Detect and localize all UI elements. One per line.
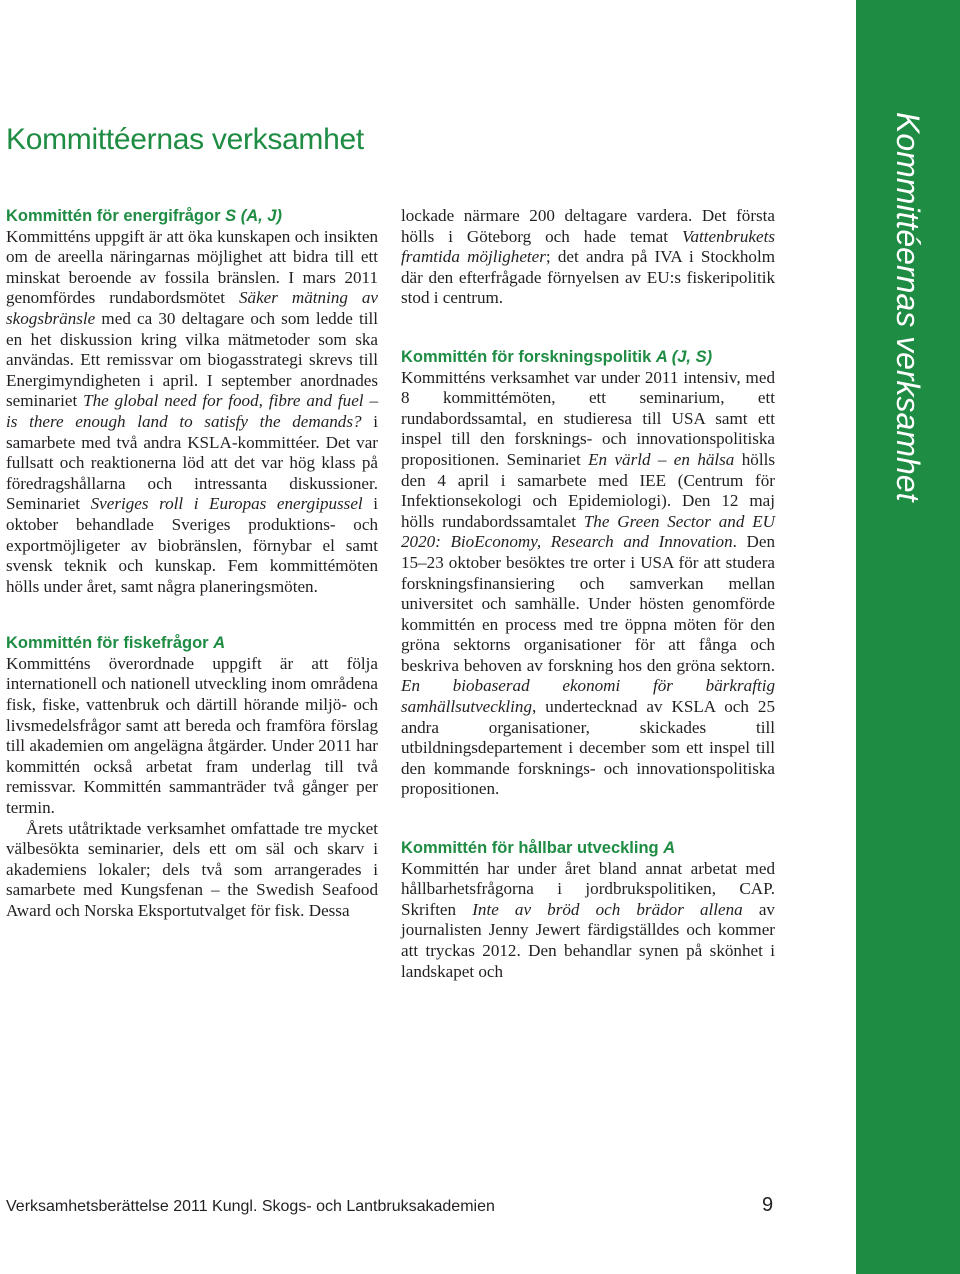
heading-energifragor — [6, 206, 378, 227]
paragraph-fiskefragor-3 — [401, 206, 775, 309]
paragraph-energifragor — [6, 227, 378, 598]
text-fisk-3b: ; det andra på IVA i Stockholm där den efterfrågade förnyelsen av EU:s fiskeripolitik stod i centrum. — [401, 247, 775, 308]
heading-fiskefragor-main: Kommittén för fiskefrågor — [6, 634, 214, 653]
right-column — [401, 206, 775, 982]
side-band — [856, 0, 960, 1274]
text-forsk-d: , undertecknad av KSLA och 25 andra organisationer, skickades till utbildningsdepartement i december som ett inspel till den kommande forsknings- och innovationspolitiska propositionen. — [401, 697, 775, 799]
page-number: 9 — [762, 1194, 774, 1216]
footer-text: Verksamhetsberättelse 2011 Kungl. Skogs- och Lantbruksakademien — [6, 1198, 495, 1215]
heading-hallbar-utveckling — [401, 838, 775, 859]
paragraph-fiskefragor-2: Årets utåtriktade verksamhet omfattade tre mycket välbesökta seminarier, dels ett om säl och skarv i akademiens lokaler; dels två som arrangerades i samarbete med Kungsfenan – the Swedish Seafood Award och Norska Eksportutvalget för fisk. Dessa — [6, 818, 378, 920]
text-energi-3: i samarbete med två andra KSLA-kommittéer. Det var fullsatt och reaktionerna löd att det var hög klass på föredragshållarna och intressanta diskussioner. Seminariet — [6, 411, 378, 514]
heading-fiskefragor — [6, 633, 378, 654]
title-sveriges-roll: Sveriges roll i Europas energipussel — [90, 494, 363, 514]
heading-fiskefragor-tag: A — [213, 634, 226, 653]
text-forsk-a: Kommitténs verksamhet var under 2011 intensiv, med 8 kommittémöten, ett seminarium, ett rundabordssamtal, en studieresa till USA samt ett inspel till den forsknings- och innovationspolitiska propositionen. Seminariet — [401, 367, 775, 469]
page-title: Kommittéernas verksamhet — [6, 123, 364, 156]
title-vattenbrukets: Vattenbrukets framtida möjligheter — [401, 226, 775, 267]
title-inte-av-brod: Inte av bröd och brädor allena — [472, 899, 743, 919]
heading-forskningspolitik — [401, 347, 775, 368]
paragraph-fiskefragor-1: Kommitténs överordnade uppgift är att följa internationell och nationell utveckling inom områdena fisk, fiske, vattenbruk och därtill hörande miljö- och livsmedelsfrågor samt att bereda och framföra förslag till akademien om angelägna åtgärder. Under 2011 har kommittén också arbetat fram underlag till två remissvar. Kommittén sammanträder två gånger per termin. — [6, 653, 378, 818]
text-forsk-c: . Den 15–23 oktober besöktes tre orter i USA för att studera forskningsfinansiering och samverkan mellan universitet och samhälle. Under hösten genomförde kommittén en process med tre öppna möten för den gröna sektorns organisationer för att fånga och beskriva behoven av forskning hos den gröna sektorn. — [401, 532, 775, 675]
spacer — [401, 309, 775, 347]
paragraph-forskningspolitik — [401, 368, 775, 800]
heading-hallbar-tag: A — [663, 839, 676, 858]
title-saker-matning: Säker mätning av skogsbränsle — [6, 288, 378, 328]
heading-energifragor-main: Kommittén för energifrågor — [6, 207, 226, 225]
title-global-need: The global need for food, fibre and fuel – is there enough land to satisfy the demands? — [6, 391, 378, 431]
left-column — [6, 206, 378, 922]
spacer — [6, 597, 378, 633]
heading-forskningspolitik-main: Kommittén för forskningspolitik — [401, 347, 656, 366]
text-fisk-3a: lockade närmare 200 deltagare vardera. Det första hölls i Göteborg och hade temat — [401, 206, 775, 246]
heading-forskningspolitik-tag: A (J, S) — [655, 347, 713, 366]
text-energi-4: i oktober behandlade Sveriges produktions- och exportmöjligeter av biobränslen, förnybar el samt svensk teknik och kunskap. Fem kommittémöten hölls under året, samt några planeringsmöten. — [6, 494, 379, 596]
title-biobaserad-ekonomi: En biobaserad ekonomi för bärkraftig samhällsutveckling — [401, 676, 775, 717]
text-energi-2: med ca 30 deltagare och som ledde till en het diskussion kring vilka mätmetoder som ska användas. Ett remissvar om biogasstrategi skrevs till Energimyndigheten i april. I september anordnades seminariet — [6, 308, 378, 411]
spacer — [401, 800, 775, 838]
side-title: Kommittéernas verksamhet — [890, 112, 926, 502]
title-en-varld: En värld – en hälsa — [588, 449, 735, 469]
heading-hallbar-main: Kommittén för hållbar utveckling — [401, 839, 664, 858]
paragraph-hallbar-utveckling — [401, 859, 775, 983]
text-forsk-b: hölls den 4 april i samarbete med IEE (Centrum för Infektionsekologi och Epidemiologi). Den 12 maj hölls rundabordssamtalet — [401, 449, 775, 531]
text-energi-1: Kommitténs uppgift är att öka kunskapen och insikten om de areella näringarnas möjlighet att bidra till ett minskat beroende av fossila bränslen. I mars 2011 genomfördes rundabordsmötet — [6, 226, 378, 308]
text-hallbar-a: Kommittén har under året bland annat arbetat med hållbarhetsfrågorna i jordbrukspolitiken, CAP. Skriften — [401, 858, 775, 919]
title-green-sector: The Green Sector and EU 2020: BioEconomy, Research and Innovation — [401, 511, 775, 552]
heading-energifragor-tag: S (A, J) — [225, 207, 282, 225]
text-hallbar-b: av journalisten Jenny Jewert färdigställdes och kommer att tryckas 2012. Den behandlar synen på skönhet i landskapet och — [401, 899, 775, 981]
